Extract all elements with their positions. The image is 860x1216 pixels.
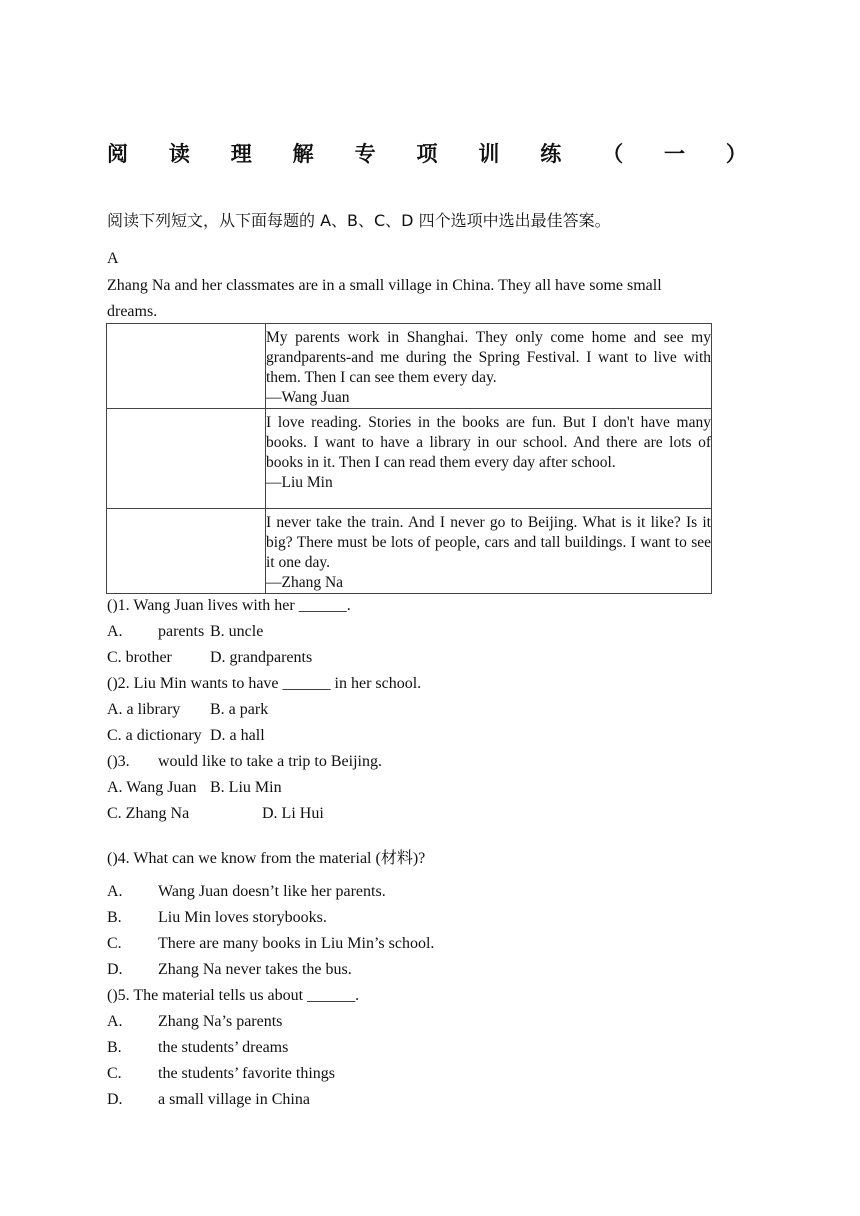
dream-text: I never take the train. And I never go to Beijing. What is it like? Is it big? There must be lots of people, cars and tall buildings. I want to see it one day. [266, 514, 711, 571]
dream-author: —Zhang Na [266, 574, 344, 591]
question-3-stem: would like to take a trip to Beijing. [158, 753, 382, 770]
section-label: A [107, 250, 119, 267]
q5-option-d: a small village in China [158, 1091, 310, 1108]
q5-option-b: the students’ dreams [158, 1039, 289, 1056]
q5-option-c-letter: C. [107, 1065, 122, 1082]
q5-option-a: Zhang Na’s parents [158, 1013, 283, 1030]
q2-option-c: C. a dictionary [107, 727, 202, 744]
question-5-stem: ()5. The material tells us about ______. [107, 987, 360, 1004]
table-row [107, 509, 712, 594]
dream-author: —Liu Min [266, 474, 333, 491]
q5-option-a-letter: A. [107, 1013, 123, 1030]
q2-option-a: A. a library [107, 701, 181, 718]
q4-option-c-letter: C. [107, 935, 122, 952]
q1-option-a-letter: A. [107, 623, 123, 640]
q4-option-d-letter: D. [107, 961, 123, 978]
question-4-stem: ()4. What can we know from the material (材料)? [107, 850, 426, 867]
table-cell-empty [107, 324, 266, 409]
table-cell-text [266, 509, 712, 594]
title-char: 阅 [107, 142, 128, 166]
q2-option-d: D. a hall [210, 727, 265, 744]
q4-option-b-letter: B. [107, 909, 122, 926]
q4-option-a-letter: A. [107, 883, 123, 900]
q4-option-d: Zhang Na never takes the bus. [158, 961, 352, 978]
table-cell-text [266, 409, 712, 509]
q1-option-b: B. uncle [210, 623, 264, 640]
page-title [107, 138, 747, 168]
title-char: 理 [230, 142, 252, 166]
title-char: ） [725, 142, 747, 166]
q5-option-b-letter: B. [107, 1039, 122, 1056]
q1-option-a: parents [158, 623, 205, 640]
q5-option-c: the students’ favorite things [158, 1065, 335, 1082]
title-char: （ [602, 142, 624, 166]
q2-option-b: B. a park [210, 701, 269, 718]
passage-intro: Zhang Na and her classmates are in a small village in China. They all have some small dreams. [107, 277, 662, 320]
q3-option-d: D. Li Hui [262, 805, 324, 822]
title-char: 训 [478, 142, 500, 166]
title-char: 读 [168, 142, 190, 166]
question-2-stem: ()2. Liu Min wants to have ______ in her school. [107, 675, 422, 692]
question-1-stem: ()1. Wang Juan lives with her ______. [107, 597, 351, 614]
q4-option-b: Liu Min loves storybooks. [158, 909, 327, 926]
table-row [107, 409, 712, 509]
q1-option-d: D. grandparents [210, 649, 313, 666]
table-cell-text [266, 324, 712, 409]
title-char: 解 [292, 142, 314, 166]
title-char: 练 [540, 142, 562, 166]
table-row [107, 324, 712, 409]
dream-author: —Wang Juan [266, 389, 350, 406]
instructions: 阅读下列短文，从下面每题的 A、B、C、D 四个选项中选出最佳答案。 [107, 211, 611, 230]
q3-option-b: B. Liu Min [210, 779, 282, 796]
dream-text: I love reading. Stories in the books are fun. But I don't have many books. I want to have a library in our school. And there are lots of books in it. Then I can read them every day after school. [266, 414, 711, 471]
question-3-number: ()3. [107, 753, 130, 770]
q4-option-a: Wang Juan doesn’t like her parents. [158, 883, 386, 900]
q3-option-a: A. Wang Juan [107, 779, 197, 796]
title-char: 一 [664, 142, 686, 166]
q4-option-c: There are many books in Liu Min’s school. [158, 935, 435, 952]
q1-option-c: C. brother [107, 649, 172, 666]
table-cell-empty [107, 509, 266, 594]
dreams-table [106, 323, 712, 594]
title-char: 专 [354, 142, 376, 166]
q3-option-c: C. Zhang Na [107, 805, 190, 822]
q5-option-d-letter: D. [107, 1091, 123, 1108]
dream-text: My parents work in Shanghai. They only come home and see my grandparents-and me during the Spring Festival. I want to live with them. Then I can see them every day. [266, 329, 711, 386]
table-cell-empty [107, 409, 266, 509]
title-char: 项 [416, 142, 438, 166]
